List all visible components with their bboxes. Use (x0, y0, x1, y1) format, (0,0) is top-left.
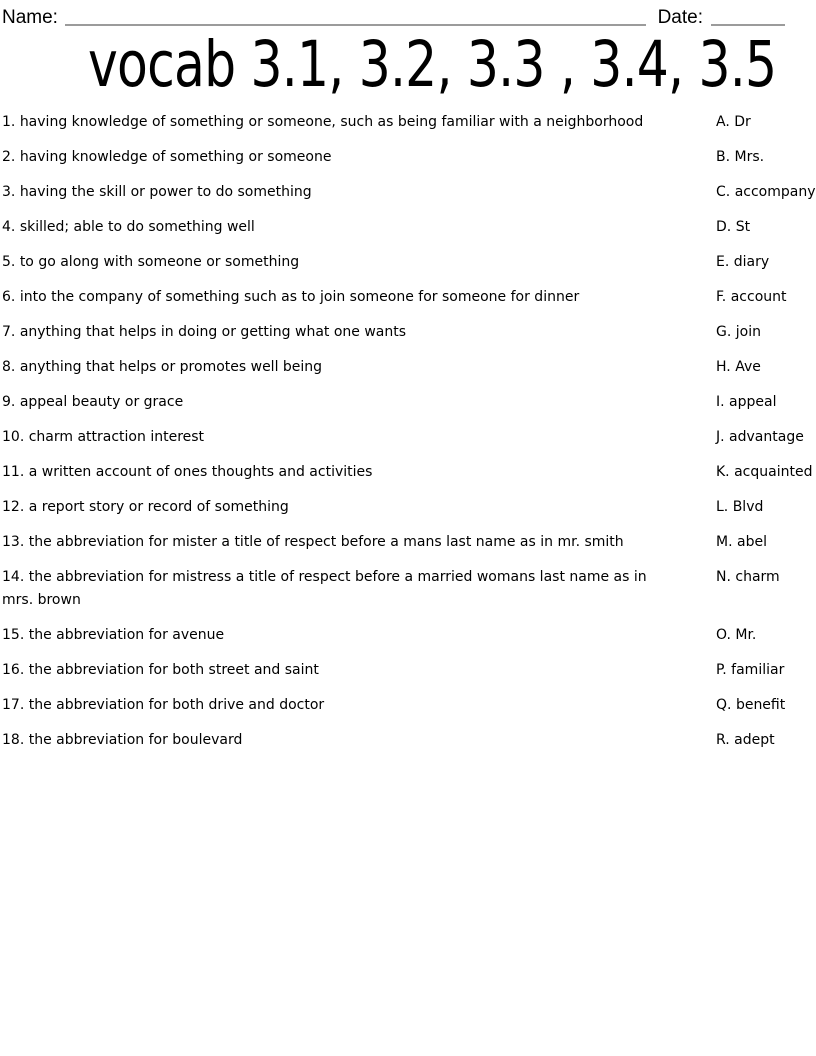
question-text: the abbreviation for avenue (28, 627, 225, 643)
question-number: 15. (2, 627, 25, 643)
answer-option (716, 111, 751, 134)
matching-row (2, 694, 816, 717)
question (2, 426, 716, 449)
answer-option (716, 391, 776, 414)
question-number: 1. (2, 114, 16, 130)
answer-word: acquainted (734, 464, 813, 480)
matching-row (2, 461, 816, 484)
question-number: 12. (2, 499, 25, 515)
question (2, 111, 716, 134)
question (2, 624, 716, 647)
answer-option (716, 356, 761, 379)
answer-word: Dr (734, 114, 751, 130)
answer-letter: J. (716, 429, 725, 445)
question-text: having knowledge of something or someone, such as being familiar with a neighborhood (19, 114, 644, 130)
answer-letter: D. (716, 219, 732, 235)
name-label: Name: (2, 7, 58, 28)
question (2, 286, 716, 309)
question-number: 6. (2, 289, 16, 305)
question-text: having knowledge of something or someone (19, 149, 332, 165)
answer-option (716, 566, 780, 612)
answer-word: St (735, 219, 751, 235)
answer-word: account (730, 289, 787, 305)
matching-row (2, 286, 816, 309)
matching-row (2, 216, 816, 239)
title-container (2, 28, 816, 101)
answer-word: charm (735, 569, 780, 585)
header (2, 3, 816, 29)
question-number: 9. (2, 394, 16, 410)
answer-letter: C. (716, 184, 731, 200)
answer-word: adept (734, 732, 775, 748)
answer-option (716, 461, 812, 484)
answer-letter: Q. (716, 697, 732, 713)
question (2, 566, 716, 612)
answer-word: accompany (734, 184, 816, 200)
answer-letter: G. (716, 324, 732, 340)
answer-word: advantage (729, 429, 804, 445)
answer-letter: B. (716, 149, 731, 165)
question-number: 16. (2, 662, 25, 678)
question-number: 13. (2, 534, 25, 550)
answer-option (716, 496, 763, 519)
answer-word: appeal (729, 394, 777, 410)
matching-row (2, 251, 816, 274)
question (2, 659, 716, 682)
matching-row (2, 531, 816, 554)
matching-row (2, 659, 816, 682)
question-text: to go along with someone or something (19, 254, 300, 270)
date-label: Date: (657, 7, 703, 28)
question (2, 216, 716, 239)
answer-letter: H. (716, 359, 731, 375)
question (2, 496, 716, 519)
answer-word: join (735, 324, 761, 340)
matching-row (2, 496, 816, 519)
answer-option (716, 321, 761, 344)
matching-row (2, 566, 816, 612)
matching-row (2, 111, 816, 134)
worksheet-title: vocab 3.1, 3.2, 3.3 , 3.4, 3.5 (88, 28, 777, 101)
question (2, 531, 716, 554)
question (2, 356, 716, 379)
answer-word: familiar (731, 662, 785, 678)
answer-option (716, 694, 785, 717)
matching-row (2, 146, 816, 169)
answer-option (716, 251, 769, 274)
question-number: 7. (2, 324, 16, 340)
answer-option (716, 729, 775, 752)
question (2, 694, 716, 717)
matching-row (2, 321, 816, 344)
answer-word: Ave (735, 359, 761, 375)
question (2, 146, 716, 169)
question-text: the abbreviation for boulevard (28, 732, 243, 748)
question-text: charm attraction interest (28, 429, 205, 445)
answer-letter: L. (716, 499, 729, 515)
question-number: 17. (2, 697, 25, 713)
answer-option (716, 659, 784, 682)
answer-letter: R. (716, 732, 730, 748)
answer-word: diary (733, 254, 770, 270)
answer-option (716, 531, 767, 554)
answer-letter: E. (716, 254, 730, 270)
question-number: 5. (2, 254, 16, 270)
answer-letter: F. (716, 289, 727, 305)
answer-letter: N. (716, 569, 731, 585)
answer-option (716, 426, 804, 449)
question-number: 14. (2, 569, 25, 585)
answer-letter: M. (716, 534, 733, 550)
question-text: the abbreviation for both drive and doctor (28, 697, 325, 713)
question (2, 391, 716, 414)
question-text: the abbreviation for mister a title of respect before a mans last name as in mr. smith (28, 534, 624, 550)
answer-word: benefit (735, 697, 786, 713)
name-blank-line[interactable] (65, 24, 646, 26)
question (2, 321, 716, 344)
question-number: 3. (2, 184, 16, 200)
answer-option (716, 286, 787, 309)
answer-letter: I. (716, 394, 725, 410)
matching-list (2, 111, 816, 752)
question-text: appeal beauty or grace (19, 394, 184, 410)
matching-row (2, 426, 816, 449)
question-number: 18. (2, 732, 25, 748)
question-text: anything that helps in doing or getting what one wants (19, 324, 407, 340)
matching-row (2, 624, 816, 647)
question-number: 11. (2, 464, 25, 480)
question (2, 251, 716, 274)
question-number: 2. (2, 149, 16, 165)
question (2, 461, 716, 484)
question-number: 10. (2, 429, 25, 445)
question-text: a written account of ones thoughts and activities (28, 464, 373, 480)
question-number: 8. (2, 359, 16, 375)
answer-word: Blvd (732, 499, 764, 515)
question-text: having the skill or power to do something (19, 184, 312, 200)
answer-word: abel (736, 534, 767, 550)
answer-word: Mrs. (734, 149, 765, 165)
date-blank-line[interactable] (711, 24, 785, 26)
answer-letter: P. (716, 662, 727, 678)
answer-word: Mr. (735, 627, 757, 643)
answer-letter: A. (716, 114, 730, 130)
matching-row (2, 729, 816, 752)
question-text: the abbreviation for both street and saint (28, 662, 319, 678)
matching-row (2, 391, 816, 414)
answer-option (716, 216, 750, 239)
answer-option (716, 146, 764, 169)
question-text: a report story or record of something (28, 499, 289, 515)
question-text: anything that helps or promotes well being (19, 359, 323, 375)
question-number: 4. (2, 219, 16, 235)
question (2, 181, 716, 204)
answer-option (716, 624, 756, 647)
answer-letter: K. (716, 464, 730, 480)
matching-row (2, 181, 816, 204)
matching-row (2, 356, 816, 379)
question-text: into the company of something such as to join someone for someone for dinner (19, 289, 580, 305)
question-text: the abbreviation for mistress a title of respect before a married womans last name as in mrs. brown (2, 569, 647, 608)
answer-option (716, 181, 816, 204)
question-text: skilled; able to do something well (19, 219, 255, 235)
question (2, 729, 716, 752)
answer-letter: O. (716, 627, 731, 643)
